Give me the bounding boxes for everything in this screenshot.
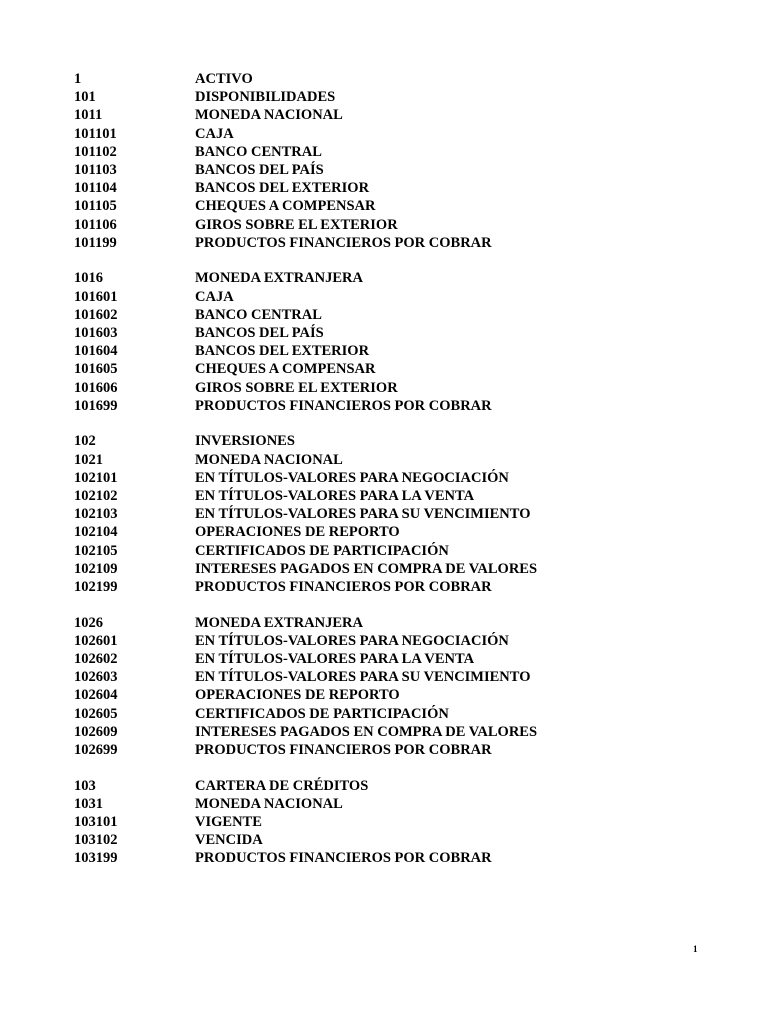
account-row <box>74 813 537 831</box>
account-code: 103 <box>74 777 96 794</box>
account-row <box>74 560 537 578</box>
account-row <box>74 542 537 560</box>
account-name: BANCO CENTRAL <box>195 143 322 160</box>
account-name: MONEDA NACIONAL <box>195 107 343 124</box>
account-group <box>74 777 537 868</box>
account-group <box>74 614 537 760</box>
account-name: GIROS SOBRE EL EXTERIOR <box>195 379 398 396</box>
account-name: CERTIFICADOS DE PARTICIPACIÓN <box>195 705 449 722</box>
page-number: 1 <box>693 944 698 954</box>
account-row <box>74 197 537 215</box>
account-group <box>74 269 537 415</box>
account-code: 102 <box>74 433 96 450</box>
account-code: 101106 <box>74 216 117 233</box>
account-name: MONEDA EXTRANJERA <box>195 270 363 287</box>
account-row <box>74 487 537 505</box>
account-name: BANCOS DEL PAÍS <box>195 161 324 178</box>
account-row <box>74 432 537 450</box>
account-row <box>74 451 537 469</box>
account-row <box>74 686 537 704</box>
account-row <box>74 125 537 143</box>
account-row <box>74 234 537 252</box>
account-name: EN TÍTULOS-VALORES PARA LA VENTA <box>195 487 475 504</box>
account-code: 1 <box>74 71 82 87</box>
account-name: EN TÍTULOS-VALORES PARA NEGOCIACIÓN <box>195 632 509 649</box>
account-code: 103199 <box>74 850 118 867</box>
account-code: 101604 <box>74 343 118 360</box>
account-row <box>74 795 537 813</box>
account-code: 102603 <box>74 669 118 686</box>
account-name: BANCOS DEL EXTERIOR <box>195 180 370 197</box>
account-name: EN TÍTULOS-VALORES PARA LA VENTA <box>195 650 475 667</box>
account-group <box>74 432 537 596</box>
account-row <box>74 288 537 306</box>
account-code: 102105 <box>74 542 118 559</box>
account-row <box>74 216 537 234</box>
account-code: 1021 <box>74 451 103 468</box>
account-row <box>74 324 537 342</box>
account-code: 1026 <box>74 614 103 631</box>
account-name: CAJA <box>195 288 234 305</box>
account-name: CHEQUES A COMPENSAR <box>195 198 376 215</box>
account-row <box>74 668 537 686</box>
account-name: CAJA <box>195 125 234 142</box>
account-code: 102604 <box>74 687 118 704</box>
account-name: EN TÍTULOS-VALORES PARA NEGOCIACIÓN <box>195 469 509 486</box>
account-row <box>74 831 537 849</box>
account-row <box>74 379 537 397</box>
account-name: BANCOS DEL EXTERIOR <box>195 343 370 360</box>
account-code: 101 <box>74 89 96 106</box>
account-row <box>74 360 537 378</box>
account-row <box>74 143 537 161</box>
account-name: ACTIVO <box>195 71 253 87</box>
account-row <box>74 523 537 541</box>
account-name: CERTIFICADOS DE PARTICIPACIÓN <box>195 542 449 559</box>
account-code: 101606 <box>74 379 118 396</box>
account-name: EN TÍTULOS-VALORES PARA SU VENCIMIENTO <box>195 669 531 686</box>
account-name: PRODUCTOS FINANCIEROS POR COBRAR <box>195 578 492 595</box>
account-name: VENCIDA <box>195 832 263 849</box>
account-name: VIGENTE <box>195 813 262 830</box>
account-row <box>74 397 537 415</box>
account-name: MONEDA NACIONAL <box>195 451 343 468</box>
account-code: 103101 <box>74 813 118 830</box>
account-row <box>74 306 537 324</box>
account-code: 101102 <box>74 143 117 160</box>
account-code: 102104 <box>74 524 118 541</box>
account-group <box>74 70 537 252</box>
account-code: 102605 <box>74 705 118 722</box>
account-row <box>74 578 537 596</box>
account-code: 101605 <box>74 361 118 378</box>
account-name: CHEQUES A COMPENSAR <box>195 361 376 378</box>
account-name: INTERESES PAGADOS EN COMPRA DE VALORES <box>195 723 538 740</box>
account-row <box>74 723 537 741</box>
account-row <box>74 342 537 360</box>
account-row <box>74 705 537 723</box>
account-row <box>74 70 537 88</box>
account-name: GIROS SOBRE EL EXTERIOR <box>195 216 398 233</box>
account-row <box>74 88 537 106</box>
account-row <box>74 106 537 124</box>
account-row <box>74 741 537 759</box>
account-row <box>74 614 537 632</box>
account-name: OPERACIONES DE REPORTO <box>195 687 400 704</box>
account-name: PRODUCTOS FINANCIEROS POR COBRAR <box>195 234 492 251</box>
account-code: 103102 <box>74 832 118 849</box>
account-code: 101699 <box>74 397 118 414</box>
account-name: CARTERA DE CRÉDITOS <box>195 777 369 794</box>
account-code: 101104 <box>74 180 117 197</box>
account-row <box>74 269 537 287</box>
account-code: 102102 <box>74 487 118 504</box>
account-code: 101101 <box>74 125 117 142</box>
account-name: OPERACIONES DE REPORTO <box>195 524 400 541</box>
account-name: INTERESES PAGADOS EN COMPRA DE VALORES <box>195 560 538 577</box>
account-row <box>74 650 537 668</box>
account-code: 102601 <box>74 632 118 649</box>
account-code: 102699 <box>74 741 118 758</box>
account-name: INVERSIONES <box>195 433 295 450</box>
account-code: 101603 <box>74 324 118 341</box>
account-code: 101602 <box>74 306 118 323</box>
account-name: EN TÍTULOS-VALORES PARA SU VENCIMIENTO <box>195 506 531 523</box>
account-row <box>74 179 537 197</box>
account-name: PRODUCTOS FINANCIEROS POR COBRAR <box>195 741 492 758</box>
chart-of-accounts <box>74 70 537 868</box>
account-code: 102199 <box>74 578 118 595</box>
account-name: PRODUCTOS FINANCIEROS POR COBRAR <box>195 397 492 414</box>
account-code: 102103 <box>74 506 118 523</box>
account-code: 102101 <box>74 469 118 486</box>
account-name: BANCO CENTRAL <box>195 306 322 323</box>
account-code: 1016 <box>74 270 103 287</box>
account-row <box>74 469 537 487</box>
account-row <box>74 849 537 867</box>
account-code: 1031 <box>74 795 103 812</box>
account-row <box>74 632 537 650</box>
account-code: 102609 <box>74 723 118 740</box>
account-name: BANCOS DEL PAÍS <box>195 324 324 341</box>
account-name: DISPONIBILIDADES <box>195 89 336 106</box>
account-code: 101199 <box>74 234 117 251</box>
account-row <box>74 777 537 795</box>
account-row <box>74 161 537 179</box>
account-code: 102602 <box>74 650 118 667</box>
account-code: 102109 <box>74 560 118 577</box>
account-code: 101105 <box>74 198 117 215</box>
account-code: 1011 <box>74 107 103 124</box>
account-name: MONEDA EXTRANJERA <box>195 614 363 631</box>
account-code: 101103 <box>74 161 117 178</box>
account-name: MONEDA NACIONAL <box>195 795 343 812</box>
account-name: PRODUCTOS FINANCIEROS POR COBRAR <box>195 850 492 867</box>
account-code: 101601 <box>74 288 118 305</box>
account-row <box>74 505 537 523</box>
